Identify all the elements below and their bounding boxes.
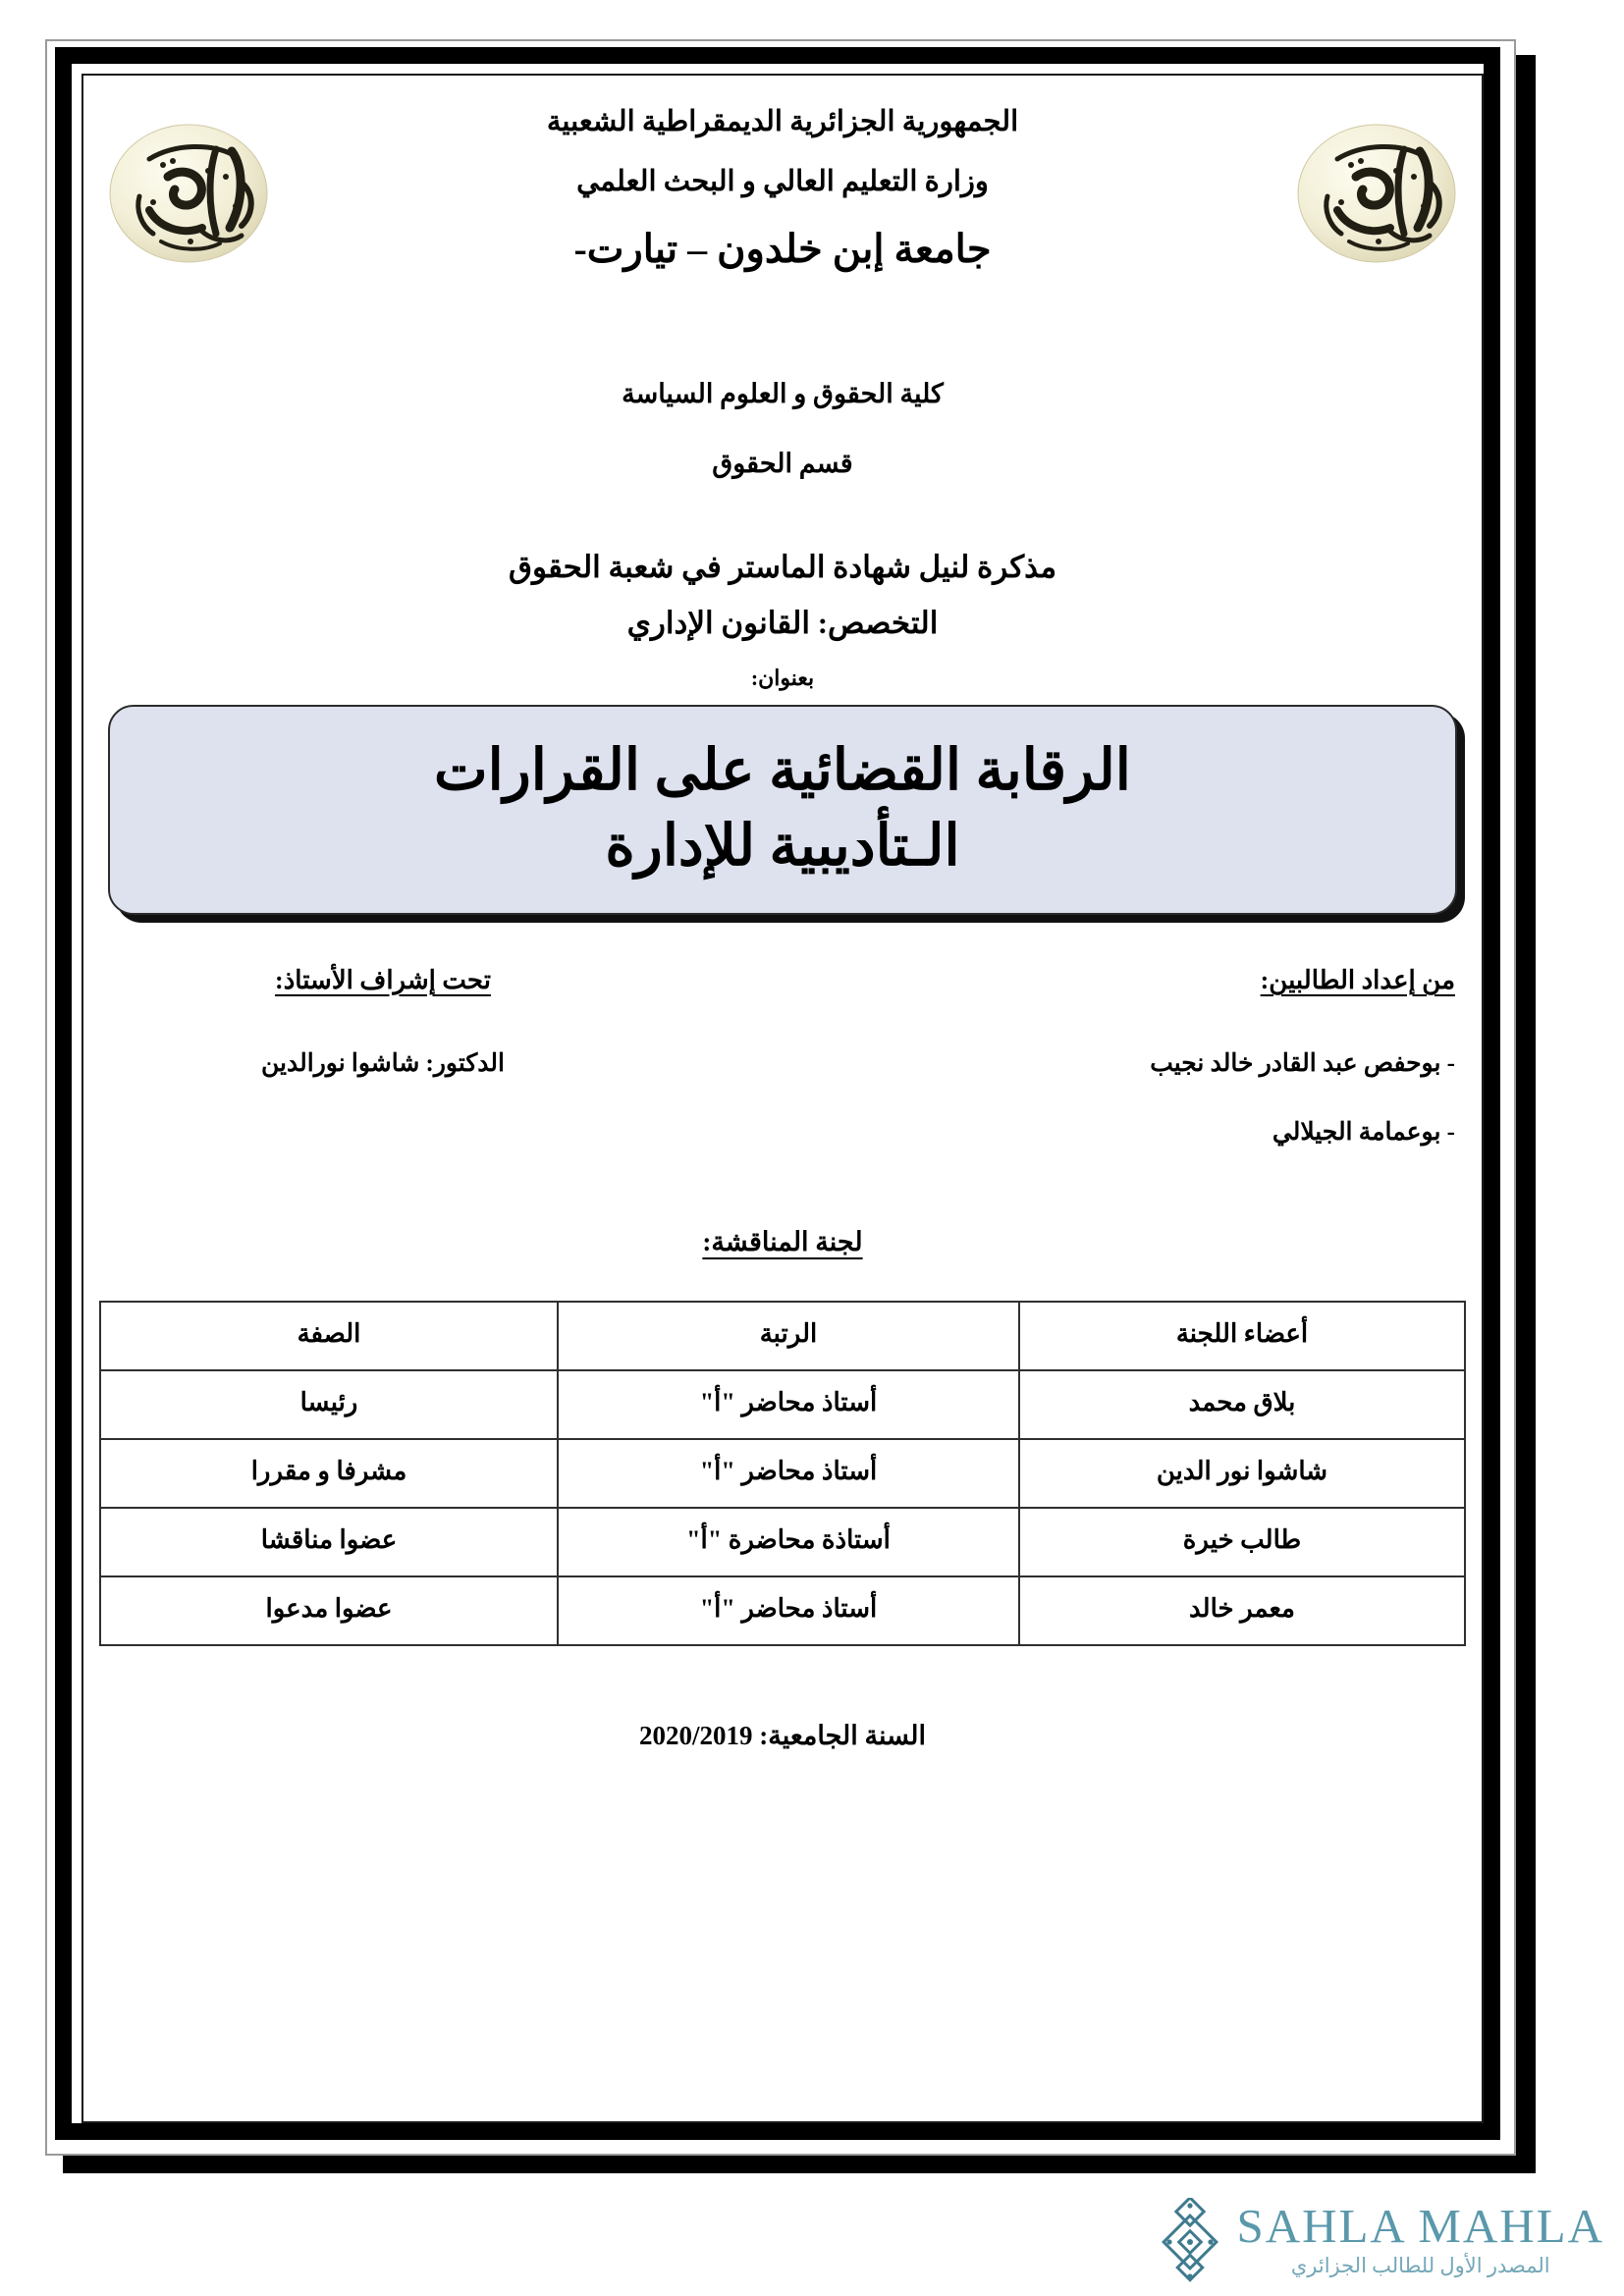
jury-member-name: طالب خيرة: [1019, 1508, 1465, 1576]
watermark: [1162, 2198, 1604, 2282]
student-name-2: - بوعمامة الجيلالي: [1272, 1119, 1455, 1147]
faculty-name: كلية الحقوق و العلوم السياسة: [622, 379, 944, 408]
jury-member-role: عضوا مناقشا: [100, 1508, 558, 1576]
republic-line: الجمهورية الجزائرية الديمقراطية الشعبية: [546, 106, 1019, 137]
jury-heading: لجنة المناقشة:: [702, 1227, 863, 1257]
student-name-1: - بوحفص عبد القادر خالد نجيب: [1150, 1050, 1455, 1078]
jury-member-role: مشرفا و مقررا: [100, 1439, 558, 1508]
academic-year: السنة الجامعية: 2020/2019: [639, 1721, 926, 1751]
specialization: التخصص: القانون الإداري: [626, 606, 939, 640]
watermark-brand: SAHLA MAHLA: [1236, 2199, 1604, 2253]
jury-member-name: بلاق محمد: [1019, 1370, 1465, 1439]
thesis-title-line-1: الرقابة القضائية على القرارات: [434, 738, 1131, 802]
jury-table: [99, 1301, 1466, 1646]
department-name: قسم الحقوق: [712, 449, 853, 478]
authorship-section: [88, 966, 1477, 1162]
watermark-tagline: المصدر الأول للطالب الجزائري: [1290, 2254, 1550, 2277]
table-row: [100, 1576, 1465, 1645]
thesis-title-container: [108, 705, 1457, 915]
title-label: بعنوان:: [750, 666, 815, 690]
institution-heading: [314, 108, 1251, 269]
thesis-title-line-2: الـتأديبية للإدارة: [605, 814, 960, 879]
jury-member-name: معمر خالد: [1019, 1576, 1465, 1645]
jury-column-role: الصفة: [100, 1302, 558, 1370]
university-logo-right: [1294, 112, 1459, 275]
jury-table-header-row: [100, 1302, 1465, 1370]
table-row: [100, 1508, 1465, 1576]
jury-member-rank: أستاذ محاضر "أ": [558, 1370, 1019, 1439]
watermark-text: [1236, 2199, 1604, 2278]
university-logo-left: [106, 112, 271, 275]
cover-page-content: [88, 80, 1477, 2116]
university-name: جامعة إبن خلدون – تيارت-: [573, 227, 992, 271]
table-row: [100, 1370, 1465, 1439]
degree-section: [88, 552, 1477, 638]
jury-member-name: شاشوا نور الدين: [1019, 1439, 1465, 1508]
jury-member-rank: أستاذ محاضر "أ": [558, 1576, 1019, 1645]
students-column: [945, 966, 1455, 1186]
supervisor-column: [147, 966, 619, 1117]
ministry-line: وزارة التعليم العالي و البحث العلمي: [576, 166, 989, 197]
supervisor-heading: تحت إشراف الأستاذ:: [275, 966, 491, 995]
jury-member-role: رئيسا: [100, 1370, 558, 1439]
header-section: [88, 80, 1477, 375]
jury-column-member: أعضاء اللجنة: [1019, 1302, 1465, 1370]
supervisor-name: الدكتور: شاشوا نورالدين: [261, 1050, 505, 1078]
thesis-title-box: [108, 705, 1457, 915]
jury-column-rank: الرتبة: [558, 1302, 1019, 1370]
degree-statement: مذكرة لنيل شهادة الماستر في شعبة الحقوق: [508, 550, 1057, 584]
sahla-mahla-ornament-icon: [1162, 2198, 1226, 2282]
jury-member-rank: أستاذ محاضر "أ": [558, 1439, 1019, 1508]
table-row: [100, 1439, 1465, 1508]
jury-member-role: عضوا مدعوا: [100, 1576, 558, 1645]
jury-member-rank: أستاذة محاضرة "أ": [558, 1508, 1019, 1576]
students-heading: من إعداد الطالبين:: [1260, 966, 1455, 995]
